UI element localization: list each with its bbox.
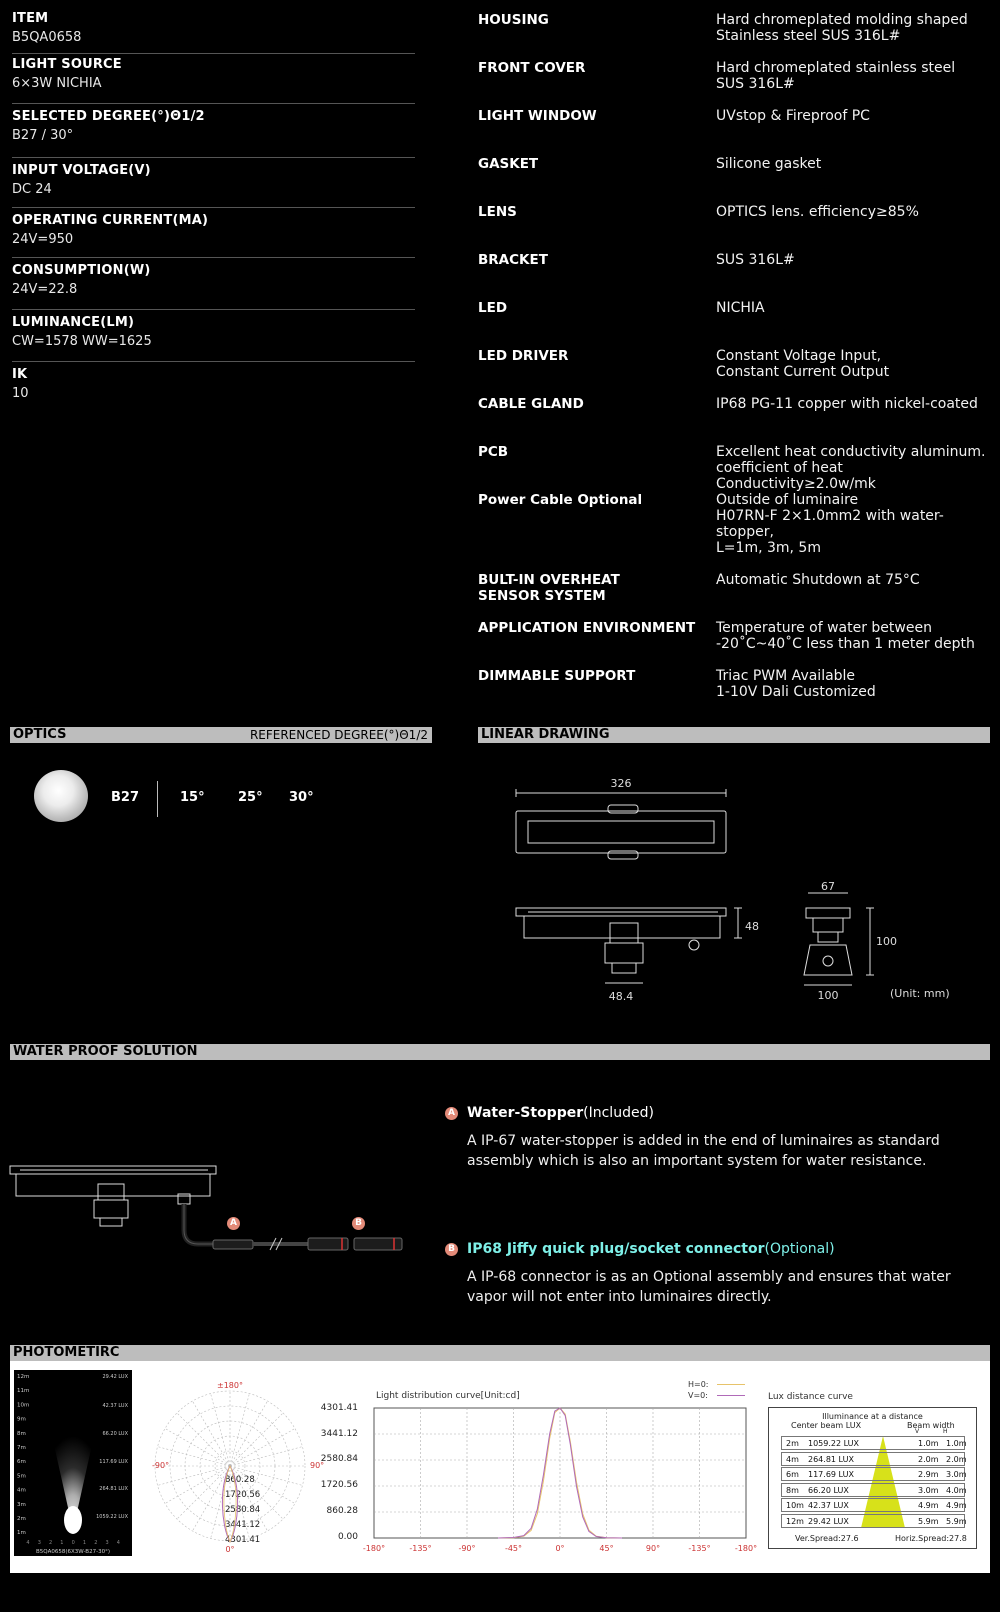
polar-ring-label: 860.28 xyxy=(225,1475,255,1485)
distribution-y-tick: 860.28 xyxy=(326,1505,358,1516)
distribution-x-tick: -135° xyxy=(688,1544,711,1553)
unit-label: (Unit: mm) xyxy=(890,987,950,1000)
badge-a: A xyxy=(445,1107,458,1120)
lens-name: B27 xyxy=(111,790,139,805)
beam-x-tick: 4 xyxy=(26,1540,30,1546)
spec-value: B27 / 30° xyxy=(12,128,74,143)
spec-label: LED xyxy=(478,300,508,316)
distribution-x-tick: -135° xyxy=(409,1544,432,1553)
water-stopper-title: Water-Stopper xyxy=(467,1105,584,1121)
beam-x-ticks xyxy=(26,1540,120,1546)
beam-x-tick: 4 xyxy=(116,1540,120,1546)
polar-spoke xyxy=(165,1429,230,1467)
beam-x-tick: 2 xyxy=(49,1540,53,1546)
spec-label: FRONT COVER xyxy=(478,60,586,76)
optics-title: OPTICS xyxy=(13,727,67,742)
lux-hor-spread: Horiz.Spread:27.8 xyxy=(895,1534,967,1543)
beam-distance-label: 11m xyxy=(17,1388,30,1395)
polar-left-label: -90° xyxy=(152,1461,170,1470)
lux-ver-spread: Ver.Spread:27.6 xyxy=(795,1534,859,1543)
distribution-x-tick: 90° xyxy=(645,1544,661,1553)
polar-ring-label: 1720.56 xyxy=(225,1490,261,1500)
spec-value: Constant Voltage Input, Constant Current Output xyxy=(716,348,890,380)
beam-lux-label: 1059.22 LUX xyxy=(96,1514,128,1520)
left-spec-row xyxy=(12,367,415,407)
spec-value: 24V=950 xyxy=(12,232,74,247)
polar-spoke xyxy=(177,1466,230,1519)
optics-bar xyxy=(10,727,432,743)
distribution-title: Light distribution curve[Unit:cd] xyxy=(376,1391,520,1401)
beam-distance-label: 8m xyxy=(17,1430,26,1437)
left-spec-row xyxy=(12,213,415,258)
beam-distance-label: 6m xyxy=(17,1459,26,1466)
polar-right-label: 90° xyxy=(310,1461,325,1470)
spec-label: LIGHT WINDOW xyxy=(478,108,597,124)
badge-b-diagram: B xyxy=(352,1217,365,1230)
beam-x-tick: 0 xyxy=(71,1540,75,1546)
lux-cell-v: 5.9m xyxy=(918,1516,939,1526)
beam-distance-label: 5m xyxy=(17,1473,26,1480)
spec-value: Excellent heat conductivity aluminum. coefficient of heat Conductivity≥2.0w/mk xyxy=(716,444,986,492)
beam-x-tick: 1 xyxy=(60,1540,64,1546)
spec-label: INPUT VOLTAGE(V) xyxy=(12,163,151,178)
spec-value: Silicone gasket xyxy=(716,156,822,172)
dim-326: 326 xyxy=(610,777,632,790)
connector-title: IP68 Jiffy quick plug/socket connector xyxy=(467,1241,765,1257)
beam-distance-label: 7m xyxy=(17,1445,26,1451)
dim-67: 67 xyxy=(821,880,835,893)
polar-spoke xyxy=(211,1394,230,1466)
spec-value: Hard chromeplated molding shaped Stainless steel SUS 316L# xyxy=(716,12,968,44)
dim-100-bottom: 100 xyxy=(817,989,839,1002)
lux-row xyxy=(781,1452,965,1466)
lux-table-beam: Beam width xyxy=(907,1421,955,1430)
lux-cell-d: 8m xyxy=(786,1485,799,1495)
lux-cell-v: 3.0m xyxy=(918,1485,939,1495)
polar-spoke xyxy=(230,1401,268,1466)
left-spec-row xyxy=(12,163,415,208)
left-spec-row xyxy=(12,57,415,104)
polar-spoke xyxy=(230,1394,249,1466)
spec-label: LUMINANCE(LM) xyxy=(12,315,135,330)
spec-label: Power Cable Optional xyxy=(478,492,643,508)
spec-value: Outside of luminaire H07RN-F 2×1.0mm2 with water-stopper, L=1m, 3m, 5m xyxy=(716,492,944,556)
spec-label: CABLE GLAND xyxy=(478,396,584,412)
beam-distance-label: 1m xyxy=(17,1530,26,1537)
left-spec-row xyxy=(12,315,415,362)
distribution-y-tick: 3441.12 xyxy=(320,1428,358,1439)
beam-lux-label: 42.37 LUX xyxy=(102,1403,128,1409)
spec-value: DC 24 xyxy=(12,182,52,197)
lux-cell-lux: 1059.22 LUX xyxy=(808,1439,860,1448)
lux-table-title: Lux distance curve xyxy=(768,1392,853,1402)
waterproof-title: WATER PROOF SOLUTION xyxy=(13,1044,198,1059)
spec-label: HOUSING xyxy=(478,12,549,28)
dim-100-height: 100 xyxy=(876,935,897,948)
spec-label: DIMMABLE SUPPORT xyxy=(478,668,636,684)
beam-lux-label: 29.42 LUX xyxy=(102,1374,128,1380)
distribution-y-tick: 1720.56 xyxy=(320,1480,358,1491)
legend-h xyxy=(688,1380,745,1389)
beam-distance-label: 10m xyxy=(17,1402,30,1409)
badge-b: B xyxy=(445,1243,458,1256)
spec-value: NICHIA xyxy=(716,300,765,316)
lux-table-v: V xyxy=(915,1428,920,1435)
beam-lux-label: 264.81 LUX xyxy=(99,1486,128,1492)
lux-cell-lux: 29.42 LUX xyxy=(808,1516,849,1526)
beam-lux-label: 66.20 LUX xyxy=(102,1431,128,1437)
degree-30: 30° xyxy=(289,790,314,805)
beam-distance-label: 3m xyxy=(17,1501,26,1508)
spec-value: 6×3W NICHIA xyxy=(12,76,102,91)
linear-drawing xyxy=(478,745,990,1015)
distribution-y-tick: 2580.84 xyxy=(320,1454,358,1465)
spec-value: UVstop & Fireproof PC xyxy=(716,108,870,124)
distribution-x-tick: 45° xyxy=(599,1544,614,1553)
lux-cell-d: 6m xyxy=(786,1470,799,1479)
polar-bottom-label: 0° xyxy=(225,1545,235,1554)
lux-cell-d: 2m xyxy=(786,1439,799,1448)
lux-cell-h: 3.0m xyxy=(946,1470,967,1479)
polar-ring-label: 2580.84 xyxy=(225,1505,261,1515)
lux-cell-d: 12m xyxy=(786,1516,804,1526)
water-stopper-block xyxy=(445,1105,995,1171)
lux-cell-v: 4.9m xyxy=(918,1501,939,1510)
dim-48: 48 xyxy=(745,920,759,933)
degree-25: 25° xyxy=(238,790,263,805)
spec-value: Automatic Shutdown at 75°C xyxy=(716,572,920,588)
lux-table-h: H xyxy=(943,1428,948,1435)
connector-heading xyxy=(445,1241,995,1257)
distribution-y-tick: 0.00 xyxy=(337,1531,358,1542)
distribution-x-tick: -90° xyxy=(458,1544,476,1553)
distribution-x-tick: 0° xyxy=(555,1544,565,1553)
water-stopper-text: A IP-67 water-stopper is added in the end of luminaires as standard assembly which is also an important system for water resistance. xyxy=(467,1133,940,1169)
spec-value: 24V=22.8 xyxy=(12,282,78,297)
lux-cell-v: 2.0m xyxy=(918,1454,939,1464)
spec-label: LIGHT SOURCE xyxy=(12,57,122,72)
spec-label: PCB xyxy=(478,444,509,460)
spec-value: Hard chromeplated stainless steel SUS 316L# xyxy=(716,60,956,92)
spec-value: CW=1578 WW=1625 xyxy=(12,334,152,349)
polar-ring-label: 3441.12 xyxy=(225,1520,261,1530)
spec-value: IP68 PG-11 copper with nickel-coated xyxy=(716,396,978,412)
spec-value: OPTICS lens. efficiency≥85% xyxy=(716,204,919,220)
spec-label: LED DRIVER xyxy=(478,348,569,364)
spec-label: LENS xyxy=(478,204,517,220)
beam-distance-label: 4m xyxy=(17,1487,26,1494)
legend-v-swatch xyxy=(717,1395,745,1396)
lux-table-center: Center beam LUX xyxy=(791,1421,862,1430)
beam-caption: B5QA0658(6X3W-B27-30°) xyxy=(36,1549,110,1555)
distribution-y-tick: 4301.41 xyxy=(320,1403,358,1413)
beam-distance-label: 12m xyxy=(17,1374,30,1380)
waterproof-bar xyxy=(10,1044,990,1060)
legend-v xyxy=(688,1391,745,1400)
left-spec-row xyxy=(12,11,415,54)
referenced-degree-label: REFERENCED DEGREE(°)Θ1/2 xyxy=(249,728,428,742)
polar-spoke xyxy=(193,1401,231,1466)
polar-spoke xyxy=(165,1466,230,1504)
connector-block xyxy=(445,1241,995,1307)
spec-label: CONSUMPTION(W) xyxy=(12,263,151,278)
left-spec-row xyxy=(12,263,415,310)
spec-label: SELECTED DEGREE(°)Θ1/2 xyxy=(12,109,205,124)
spec-label: IK xyxy=(12,367,28,382)
lux-table-header: Illuminance at a distance xyxy=(822,1412,923,1421)
polar-spoke xyxy=(177,1413,230,1466)
spec-label: GASKET xyxy=(478,156,539,172)
beam-distance-label: 2m xyxy=(17,1516,26,1522)
beam-x-tick: 2 xyxy=(94,1540,98,1546)
photometric-title: PHOTOMETIRC xyxy=(13,1345,120,1360)
beam-lux-label: 117.69 LUX xyxy=(99,1459,128,1465)
distribution-x-tick: -180° xyxy=(362,1544,386,1553)
degree-15: 15° xyxy=(180,790,205,805)
lux-cell-v: 2.9m xyxy=(918,1470,939,1479)
distribution-x-tick: -45° xyxy=(504,1544,523,1553)
lux-cell-h: 2.0m xyxy=(946,1454,967,1464)
distribution-x-tick: -180° xyxy=(734,1544,758,1553)
lux-cell-h: 1.0m xyxy=(946,1439,967,1448)
beam-x-tick: 1 xyxy=(82,1540,87,1546)
lux-cell-lux: 66.20 LUX xyxy=(808,1485,849,1495)
lens-image xyxy=(34,770,88,822)
spec-value: Triac PWM Available 1-10V Dali Customized xyxy=(716,668,876,700)
lux-cell-h: 4.9m xyxy=(946,1501,967,1510)
lux-cell-h: 4.0m xyxy=(946,1485,967,1495)
water-stopper-suffix: (Included) xyxy=(583,1105,654,1121)
spec-value: B5QA0658 xyxy=(12,30,82,45)
connector-text: A IP-68 connector is as an Optional assembly and ensures that water vapor will not enter into luminaires directly. xyxy=(467,1269,951,1305)
lux-row xyxy=(781,1498,965,1512)
lux-table xyxy=(768,1407,977,1549)
spec-label: APPLICATION ENVIRONMENT xyxy=(478,620,696,636)
spec-label: ITEM xyxy=(12,11,49,26)
distribution-chart xyxy=(362,1406,758,1556)
lux-cell-d: 4m xyxy=(786,1454,799,1464)
lux-cell-lux: 264.81 LUX xyxy=(808,1454,854,1464)
spec-label: BULT-IN OVERHEAT SENSOR SYSTEM xyxy=(478,572,620,604)
polar-top-label: ±180° xyxy=(217,1381,243,1390)
legend-h-swatch xyxy=(717,1384,745,1385)
optics-divider xyxy=(157,781,158,817)
lux-row xyxy=(781,1483,965,1497)
beam-x-tick: 3 xyxy=(37,1540,41,1546)
polar-spoke xyxy=(230,1429,295,1467)
lux-row xyxy=(781,1467,965,1481)
spec-label: BRACKET xyxy=(478,252,548,268)
spec-value: SUS 316L# xyxy=(716,252,795,268)
lux-cell-d: 10m xyxy=(786,1501,804,1510)
beam-x-tick: 3 xyxy=(105,1540,109,1546)
spec-value: 10 xyxy=(12,386,29,401)
legend-h-label: H=0: xyxy=(688,1380,709,1389)
lux-cell-lux: 42.37 LUX xyxy=(808,1501,849,1510)
lux-row xyxy=(781,1514,965,1528)
linear-drawing-title: LINEAR DRAWING xyxy=(481,727,610,742)
badge-a-diagram: A xyxy=(227,1217,240,1230)
lux-cell-h: 5.9m xyxy=(946,1516,967,1526)
linear-drawing-bar xyxy=(478,727,990,743)
connector-suffix: (Optional) xyxy=(764,1241,835,1257)
lux-cell-lux: 117.69 LUX xyxy=(808,1470,854,1479)
polar-ring-label: 4301.41 xyxy=(225,1535,261,1545)
spec-value: Temperature of water between -20˚C~40˚C less than 1 meter depth xyxy=(716,620,975,652)
lux-cell-v: 1.0m xyxy=(918,1439,939,1448)
legend-v-label: V=0: xyxy=(688,1391,708,1400)
beam-panel xyxy=(14,1370,132,1556)
dim-48-4: 48.4 xyxy=(608,990,634,1003)
left-spec-row xyxy=(12,109,415,158)
photometric-bar xyxy=(10,1345,990,1361)
polar-ring-labels xyxy=(225,1475,260,1545)
polar-spoke xyxy=(230,1413,283,1466)
water-stopper-heading xyxy=(445,1105,995,1121)
waterproof-illustration xyxy=(8,1160,428,1260)
spec-label: OPERATING CURRENT(MA) xyxy=(12,213,209,228)
lux-row xyxy=(781,1436,965,1450)
polar-spoke xyxy=(230,1447,302,1466)
beam-distance-label: 9m xyxy=(17,1416,26,1423)
